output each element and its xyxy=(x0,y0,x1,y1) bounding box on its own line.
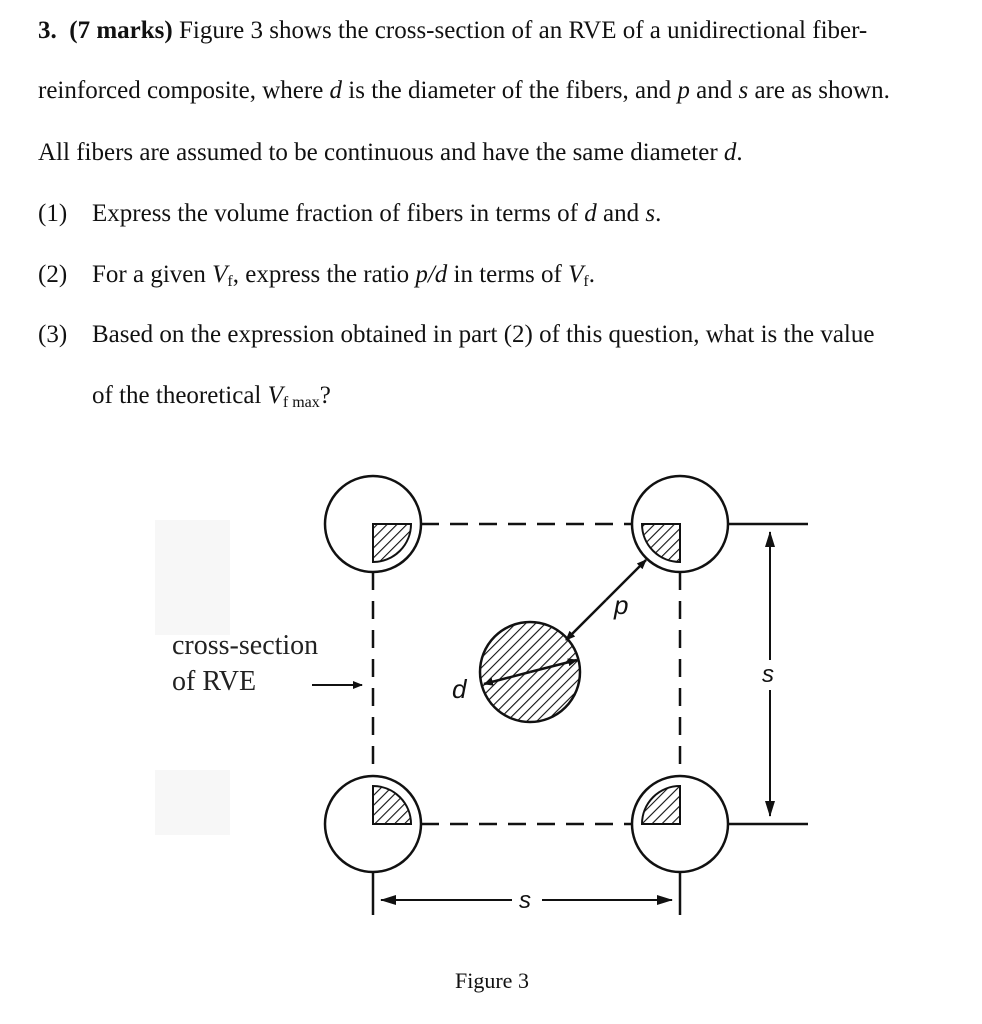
var-d: d xyxy=(723,139,737,166)
text: and xyxy=(602,200,640,227)
text: . xyxy=(736,139,743,166)
text: For a given xyxy=(92,261,206,288)
text: of the theoretical xyxy=(92,382,262,409)
label-s-horizontal: s xyxy=(519,887,531,914)
text: ? xyxy=(319,382,331,409)
var-v: V xyxy=(267,382,283,409)
subscript-f: f xyxy=(227,273,233,290)
rve-label-line-1: cross-section xyxy=(172,630,319,661)
text: is the diameter of the fibers, and xyxy=(348,77,672,104)
fiber-quarter-bottom-left xyxy=(373,786,411,824)
fiber-quarter-top-left xyxy=(373,524,411,562)
figure-caption: Figure 3 xyxy=(455,968,529,993)
label-p: p xyxy=(614,590,629,620)
text: . xyxy=(655,200,662,227)
part-3-text: Based on the expression obtained in part (2) of this question, what is the value xyxy=(92,321,875,348)
subscript-f: f xyxy=(583,273,589,290)
rve-label-line-2: of RVE xyxy=(172,666,257,697)
text: in terms of xyxy=(453,261,562,288)
ratio-p-d: p/d xyxy=(415,261,448,288)
text: All fibers are assumed to be continuous and have the same diameter xyxy=(38,139,718,166)
var-d: d xyxy=(329,77,343,104)
text: , express the ratio xyxy=(232,261,410,288)
text: reinforced composite, where xyxy=(38,77,324,104)
fiber-quarter-top-right xyxy=(642,524,680,562)
question-text-1: Figure 3 shows the cross-section of an RVE of a unidirectional fiber- xyxy=(178,17,868,44)
var-v: V xyxy=(212,261,228,288)
label-s-vertical: s xyxy=(762,661,774,688)
fiber-quarter-bottom-right xyxy=(642,786,680,824)
question-number: 3. xyxy=(38,17,57,44)
dimension-p-arrow-in xyxy=(566,600,606,640)
var-d: d xyxy=(584,200,597,227)
part-3-label: (3) xyxy=(38,321,68,348)
part-2-label: (2) xyxy=(38,261,68,288)
var-p: p xyxy=(677,77,690,104)
text: are as shown. xyxy=(754,77,890,104)
background-block xyxy=(155,770,230,835)
background-block xyxy=(155,520,230,635)
var-v: V xyxy=(568,261,584,288)
text: Express the volume fraction of fibers in terms of xyxy=(92,200,578,227)
question-marks: (7 marks) xyxy=(69,17,173,44)
var-s: s xyxy=(738,77,749,104)
text: . xyxy=(588,261,595,288)
text: and xyxy=(696,77,733,104)
subscript-f-max: f max xyxy=(282,394,320,411)
label-d: d xyxy=(452,674,467,704)
part-1-label: (1) xyxy=(38,200,68,227)
var-s: s xyxy=(645,200,656,227)
